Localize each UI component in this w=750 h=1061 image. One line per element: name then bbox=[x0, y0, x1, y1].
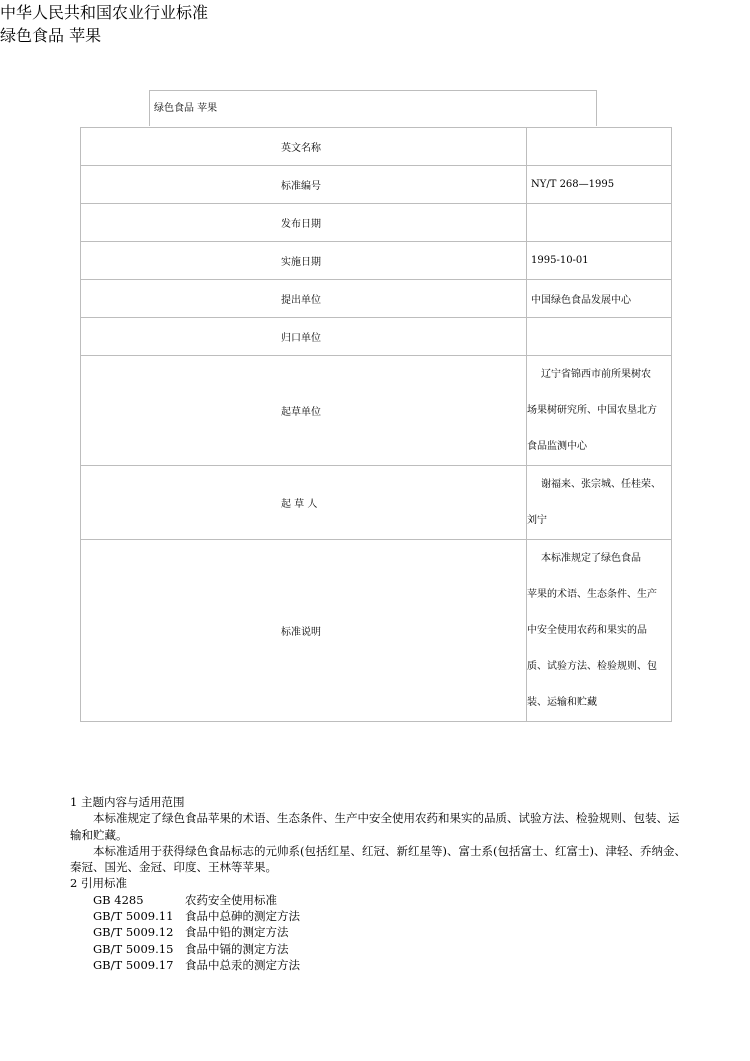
table-row bbox=[81, 204, 672, 242]
section-heading: 1 主题内容与适用范围 bbox=[70, 795, 185, 809]
row-value bbox=[527, 466, 672, 540]
row-label: 提出单位 bbox=[81, 280, 527, 318]
document-subtitle: 绿色食品 苹果 bbox=[0, 26, 102, 45]
row-label: 起草单位 bbox=[81, 356, 527, 466]
row-value bbox=[527, 128, 672, 166]
row-label: 起 草 人 bbox=[81, 466, 527, 540]
value-line: 场果树研究所、中国农垦北方 bbox=[527, 404, 657, 416]
reference-code: GB/T 5009.12 bbox=[93, 925, 174, 940]
value-line: 谢福来、张宗城、任桂荣、 bbox=[541, 478, 661, 490]
value-line: 辽宁省锦西市前所果树农 bbox=[541, 368, 651, 380]
row-label: 发布日期 bbox=[81, 204, 527, 242]
reference-code: GB/T 5009.17 bbox=[93, 957, 174, 972]
row-label: 归口单位 bbox=[81, 318, 527, 356]
table-row bbox=[81, 466, 672, 540]
reference-item bbox=[70, 957, 690, 973]
row-label: 英文名称 bbox=[81, 128, 527, 166]
value-line: 质、试验方法、检验规则、包 bbox=[527, 660, 657, 672]
reference-code: GB/T 5009.15 bbox=[93, 941, 174, 956]
reference-name: 农药安全使用标准 bbox=[185, 892, 277, 907]
title-box: 绿色食品 苹果 bbox=[149, 90, 597, 126]
table-row bbox=[81, 356, 672, 466]
table-row bbox=[81, 280, 672, 318]
document-body bbox=[70, 794, 690, 973]
reference-name: 食品中镉的测定方法 bbox=[185, 941, 289, 956]
reference-item bbox=[70, 892, 690, 908]
value-line: 本标准规定了绿色食品 bbox=[541, 552, 641, 564]
document-title: 中华人民共和国农业行业标准 bbox=[0, 3, 209, 22]
table-row bbox=[81, 166, 672, 204]
reference-item bbox=[70, 924, 690, 940]
reference-code: GB/T 5009.11 bbox=[93, 909, 174, 924]
row-value: 中国绿色食品发展中心 bbox=[527, 280, 672, 318]
row-value: 1995-10-01 bbox=[527, 242, 672, 280]
table-row bbox=[81, 128, 672, 166]
value-line: 装、运输和贮藏 bbox=[527, 696, 597, 708]
reference-name: 食品中铅的测定方法 bbox=[185, 925, 289, 940]
paragraph: 本标准规定了绿色食品苹果的术语、生态条件、生产中安全使用农药和果实的品质、试验方法、检验规则、包装、运输和贮藏。 bbox=[70, 811, 680, 842]
table-row bbox=[81, 242, 672, 280]
reference-name: 食品中总砷的测定方法 bbox=[185, 909, 300, 924]
row-value bbox=[527, 356, 672, 466]
table-row bbox=[81, 318, 672, 356]
value-line: 中安全使用农药和果实的品 bbox=[527, 624, 647, 636]
value-line: 刘宁 bbox=[527, 514, 547, 526]
value-line: 苹果的术语、生态条件、生产 bbox=[527, 588, 657, 600]
reference-code: GB 4285 bbox=[93, 892, 144, 907]
paragraph: 本标准适用于获得绿色食品标志的元帅系(包括红星、红冠、新红星等)、富士系(包括富士、红富士)、津轻、乔纳金、秦冠、国光、金冠、印度、王林等苹果。 bbox=[70, 843, 686, 875]
metadata-table bbox=[80, 127, 672, 722]
reference-item bbox=[70, 908, 690, 924]
row-value bbox=[527, 540, 672, 722]
table-row bbox=[81, 540, 672, 722]
row-label: 标准说明 bbox=[81, 540, 527, 722]
section-heading: 2 引用标准 bbox=[70, 876, 127, 891]
value-line: 食品监测中心 bbox=[527, 440, 587, 452]
reference-name: 食品中总汞的测定方法 bbox=[185, 957, 300, 972]
row-value bbox=[527, 318, 672, 356]
row-value bbox=[527, 204, 672, 242]
row-value: NY/T 268—1995 bbox=[527, 166, 672, 204]
row-label: 实施日期 bbox=[81, 242, 527, 280]
reference-item bbox=[70, 941, 690, 957]
row-label: 标准编号 bbox=[81, 166, 527, 204]
